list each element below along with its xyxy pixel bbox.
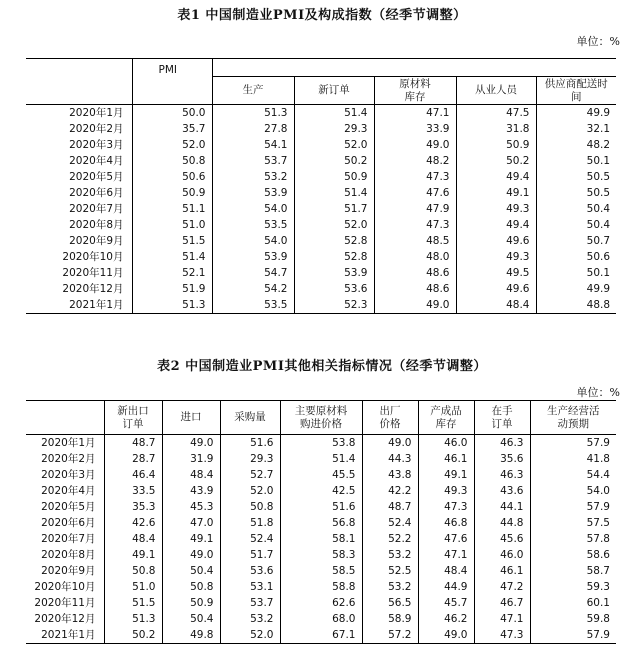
table1-cell: 49.3 [456,201,536,217]
table2-title: 表2 中国制造业PMI其他相关指标情况（经季节调整） [157,359,487,374]
table2-cell: 42.2 [362,483,418,499]
table2-cell: 53.6 [220,563,280,579]
table2-cell: 48.4 [418,563,474,579]
table2-row-label: 2020年11月 [34,597,96,609]
table1-cell: 32.1 [536,121,616,137]
table2-cell: 59.3 [530,579,616,595]
table2-cell: 47.6 [418,531,474,547]
table2-cell: 50.9 [162,595,220,611]
table1-cell: 53.5 [212,297,294,314]
table2-cell: 57.2 [362,627,418,644]
table1-cell: 49.5 [456,265,536,281]
table1-cell: 50.2 [456,153,536,169]
table1-cell: 48.5 [374,233,456,249]
table1-cell: 35.7 [132,121,212,137]
table1-cell: 49.6 [456,281,536,297]
table1-cell: 48.2 [374,153,456,169]
table2-cell: 33.5 [104,483,162,499]
table2-cell: 58.5 [280,563,362,579]
table2-cell: 41.8 [530,451,616,467]
table2-cell: 49.0 [162,435,220,452]
table1-cell: 51.0 [132,217,212,233]
table1-cell: 54.1 [212,137,294,153]
table1-cell: 48.8 [536,297,616,314]
table1-cell: 50.0 [132,105,212,122]
table2-row-label: 2020年12月 [34,613,96,625]
table1-cell: 52.0 [294,137,374,153]
table1-cell: 47.3 [374,169,456,185]
table2-header-col: 进口 [162,401,220,435]
table1-row-label: 2020年5月 [69,171,124,183]
table1-cell: 48.6 [374,265,456,281]
table2-cell: 46.0 [474,547,530,563]
table2-cell: 47.0 [162,515,220,531]
table2-cell: 54.4 [530,467,616,483]
table1-cell: 47.1 [374,105,456,122]
table1-cell: 50.7 [536,233,616,249]
table2-cell: 47.1 [418,547,474,563]
table1-cell: 52.0 [294,217,374,233]
table1-cell: 48.4 [456,297,536,314]
table2-cell: 59.8 [530,611,616,627]
table2-cell: 43.6 [474,483,530,499]
table2-cell: 31.9 [162,451,220,467]
table2-unit: 单位：% [576,386,620,399]
table2-body [26,435,616,644]
table1-cell: 54.2 [212,281,294,297]
table1-cell: 49.4 [456,217,536,233]
table1-header-pmi-bottom [132,77,212,105]
table1-cell: 31.8 [456,121,536,137]
table2-cell: 67.1 [280,627,362,644]
table1-cell: 51.4 [294,105,374,122]
table2-cell: 51.8 [220,515,280,531]
table2-row-label: 2020年1月 [41,437,96,449]
table2-header-col: 产成品 库存 [418,401,474,435]
table2-cell: 53.2 [362,547,418,563]
table2-cell: 48.4 [162,467,220,483]
table1-row [26,185,616,201]
table2-cell: 50.8 [220,499,280,515]
table2-cell: 49.0 [162,547,220,563]
table1-cell: 52.8 [294,233,374,249]
table1-cell: 33.9 [374,121,456,137]
table1-row [26,105,616,122]
table1-cell: 49.0 [374,297,456,314]
table2-cell: 57.8 [530,531,616,547]
table2-cell: 29.3 [220,451,280,467]
table1-row [26,249,616,265]
table1-row [26,169,616,185]
table1-header-spacer [212,59,616,77]
table1-cell: 51.9 [132,281,212,297]
table2-cell: 43.8 [362,467,418,483]
table1-row-label: 2020年2月 [69,123,124,135]
table2-cell: 54.0 [530,483,616,499]
table1-title: 表1 中国制造业PMI及构成指数（经季节调整） [177,8,467,23]
table2-cell: 43.9 [162,483,220,499]
table1-cell: 50.2 [294,153,374,169]
table2-cell: 45.5 [280,467,362,483]
table2-row [26,499,616,515]
table2-cell: 35.3 [104,499,162,515]
table2-cell: 42.6 [104,515,162,531]
table2-cell: 51.5 [104,595,162,611]
table2-cell: 58.9 [362,611,418,627]
table2-row [26,483,616,499]
table2-cell: 44.8 [474,515,530,531]
table1-cell: 47.6 [374,185,456,201]
table1-header-col: 新订单 [294,77,374,105]
table1-cell: 49.9 [536,281,616,297]
table2-cell: 53.1 [220,579,280,595]
table1-row [26,153,616,169]
table2-cell: 49.1 [162,531,220,547]
table1-row [26,233,616,249]
table2-cell: 49.0 [418,627,474,644]
table2-cell: 48.7 [104,435,162,452]
table1-cell: 51.4 [132,249,212,265]
table1-cell: 50.4 [536,217,616,233]
table1-cell: 53.7 [212,153,294,169]
table2-row [26,611,616,627]
table2-cell: 57.9 [530,499,616,515]
table2-cell: 56.5 [362,595,418,611]
table1-cell: 49.6 [456,233,536,249]
table2-row-label: 2020年8月 [41,549,96,561]
table2-header-col: 出厂 价格 [362,401,418,435]
table1-row-label: 2020年10月 [62,251,124,263]
table2-corner [26,401,104,435]
table1-cell: 51.3 [212,105,294,122]
table1-cell: 54.7 [212,265,294,281]
table1-header-pmi: PMI [132,59,212,77]
table2-cell: 28.7 [104,451,162,467]
table1-cell: 50.4 [536,201,616,217]
table1-cell: 52.3 [294,297,374,314]
table2-header-col: 新出口 订单 [104,401,162,435]
table1-cell: 53.6 [294,281,374,297]
table2-cell: 44.3 [362,451,418,467]
table1-row [26,281,616,297]
table2-cell: 49.1 [104,547,162,563]
table2-cell: 58.8 [280,579,362,595]
table1-row-label: 2020年6月 [69,187,124,199]
table1-header-col: 从业人员 [456,77,536,105]
table1-row-label: 2020年12月 [62,283,124,295]
table1 [26,58,616,314]
table2-cell: 53.2 [220,611,280,627]
table1-row-label: 2020年3月 [69,139,124,151]
table2-cell: 46.3 [474,467,530,483]
table2-cell: 58.7 [530,563,616,579]
table2-cell: 47.2 [474,579,530,595]
table1-row-label: 2021年1月 [26,297,132,314]
table2-cell: 52.5 [362,563,418,579]
table1-header-col: 生产 [212,77,294,105]
table2-row-label: 2020年3月 [41,469,96,481]
table1-cell: 50.5 [536,169,616,185]
table2-cell: 51.0 [104,579,162,595]
table2-cell: 35.6 [474,451,530,467]
table1-row [26,265,616,281]
table2-cell: 48.7 [362,499,418,515]
table1-cell: 50.9 [294,169,374,185]
table2-cell: 46.1 [474,563,530,579]
table2-row-label: 2020年9月 [41,565,96,577]
table2-row-label: 2020年10月 [34,581,96,593]
table2-cell: 44.9 [418,579,474,595]
table2-cell: 58.3 [280,547,362,563]
table2-row-label: 2020年5月 [41,501,96,513]
table1-cell: 49.1 [456,185,536,201]
table1-row [26,121,616,137]
table2-row-label: 2020年6月 [41,517,96,529]
table1-cell: 50.9 [456,137,536,153]
table1-cell: 48.0 [374,249,456,265]
table2-cell: 52.0 [220,627,280,644]
table2-cell: 52.2 [362,531,418,547]
table2-cell: 51.7 [220,547,280,563]
table1-cell: 29.3 [294,121,374,137]
table2-cell: 57.9 [530,435,616,452]
table1-row-label: 2020年8月 [69,219,124,231]
table2-cell: 50.4 [162,563,220,579]
table2-header-col: 采购量 [220,401,280,435]
table2-cell: 42.5 [280,483,362,499]
table2-cell: 46.2 [418,611,474,627]
table1-row-label: 2020年4月 [69,155,124,167]
table2-cell: 46.3 [474,435,530,452]
table1-cell: 48.6 [374,281,456,297]
table2-cell: 51.6 [280,499,362,515]
table1-cell: 50.6 [536,249,616,265]
table2-cell: 48.4 [104,531,162,547]
table2-cell: 45.7 [418,595,474,611]
table1-cell: 54.0 [212,201,294,217]
table2-cell: 49.8 [162,627,220,644]
table2-row [26,563,616,579]
table2-cell: 45.3 [162,499,220,515]
table1-row-label: 2020年11月 [62,267,124,279]
table2-cell: 46.4 [104,467,162,483]
table1-cell: 50.1 [536,153,616,169]
table2-row [26,467,616,483]
table1-cell: 52.1 [132,265,212,281]
table2-row-label: 2020年4月 [41,485,96,497]
table2-cell: 62.6 [280,595,362,611]
table2-cell: 60.1 [530,595,616,611]
table2-cell: 53.7 [220,595,280,611]
table2-cell: 50.4 [162,611,220,627]
table2-row-label: 2020年7月 [41,533,96,545]
table2-cell: 47.3 [418,499,474,515]
table2-header-col: 在手 订单 [474,401,530,435]
table2-cell: 46.1 [418,451,474,467]
table1-cell: 51.4 [294,185,374,201]
table1-row [26,137,616,153]
table1-cell: 50.5 [536,185,616,201]
table1-cell: 49.0 [374,137,456,153]
table1-cell: 52.8 [294,249,374,265]
table1-cell: 50.1 [536,265,616,281]
table2-cell: 50.8 [162,579,220,595]
table2-row-label: 2021年1月 [26,627,104,644]
table1-row-label: 2020年7月 [69,203,124,215]
table2-header-col: 生产经营活 动预期 [530,401,616,435]
table1-cell: 49.9 [536,105,616,122]
table1-cell: 53.5 [212,217,294,233]
table1-cell: 47.5 [456,105,536,122]
table1-body [26,105,616,314]
table2-cell: 44.1 [474,499,530,515]
table1-cell: 52.0 [132,137,212,153]
table1-row [26,201,616,217]
table1-cell: 51.3 [132,297,212,314]
table1-cell: 50.8 [132,153,212,169]
table2-row [26,435,616,452]
table2-cell: 56.8 [280,515,362,531]
table1-row [26,217,616,233]
table1-header-blank [26,77,132,105]
table2-cell: 45.6 [474,531,530,547]
table1-cell: 49.3 [456,249,536,265]
table2-cell: 46.7 [474,595,530,611]
table2-cell: 52.4 [220,531,280,547]
table2-cell: 52.4 [362,515,418,531]
table1-cell: 27.8 [212,121,294,137]
table2-cell: 52.7 [220,467,280,483]
table1-cell: 50.9 [132,185,212,201]
table2-cell: 46.0 [418,435,474,452]
table1-cell: 49.4 [456,169,536,185]
table2-row [26,579,616,595]
table2-row [26,627,616,644]
table2-cell: 46.8 [418,515,474,531]
table2-cell: 58.6 [530,547,616,563]
table1-cell: 53.9 [212,249,294,265]
table2-cell: 49.0 [362,435,418,452]
table2-row [26,531,616,547]
table1-cell: 53.9 [212,185,294,201]
table1-cell: 54.0 [212,233,294,249]
table1-cell: 47.9 [374,201,456,217]
table2-cell: 53.2 [362,579,418,595]
table1-cell: 50.6 [132,169,212,185]
table2-cell: 57.5 [530,515,616,531]
table1-cell: 51.5 [132,233,212,249]
table2-cell: 53.8 [280,435,362,452]
table2-row [26,595,616,611]
table2-row [26,547,616,563]
table2-cell: 50.2 [104,627,162,644]
table1-cell: 51.1 [132,201,212,217]
table1-cell: 48.2 [536,137,616,153]
table2-cell: 52.0 [220,483,280,499]
table1-unit: 单位：% [576,35,620,48]
table2-cell: 51.3 [104,611,162,627]
table2-cell: 50.8 [104,563,162,579]
table1-cell: 47.3 [374,217,456,233]
table1-row [26,297,616,314]
table2-cell: 49.3 [418,483,474,499]
table1-cell: 53.9 [294,265,374,281]
table2-row [26,515,616,531]
table2-cell: 49.1 [418,467,474,483]
table2-cell: 51.6 [220,435,280,452]
table2-cell: 47.1 [474,611,530,627]
table2-cell: 47.3 [474,627,530,644]
table2-header-col: 主要原材料 购进价格 [280,401,362,435]
table2-cell: 51.4 [280,451,362,467]
table1-row-label: 2020年9月 [69,235,124,247]
table2-row [26,451,616,467]
table2-cell: 68.0 [280,611,362,627]
table2-cell: 58.1 [280,531,362,547]
table1-header-col: 原材料 库存 [374,77,456,105]
table1-header-col: 供应商配送时 间 [536,77,616,105]
table2-cell: 57.9 [530,627,616,644]
table1-corner [26,59,132,77]
table1-cell: 51.7 [294,201,374,217]
table1-row-label: 2020年1月 [69,107,124,119]
table1-cell: 53.2 [212,169,294,185]
table2-row-label: 2020年2月 [41,453,96,465]
table2 [26,400,616,644]
